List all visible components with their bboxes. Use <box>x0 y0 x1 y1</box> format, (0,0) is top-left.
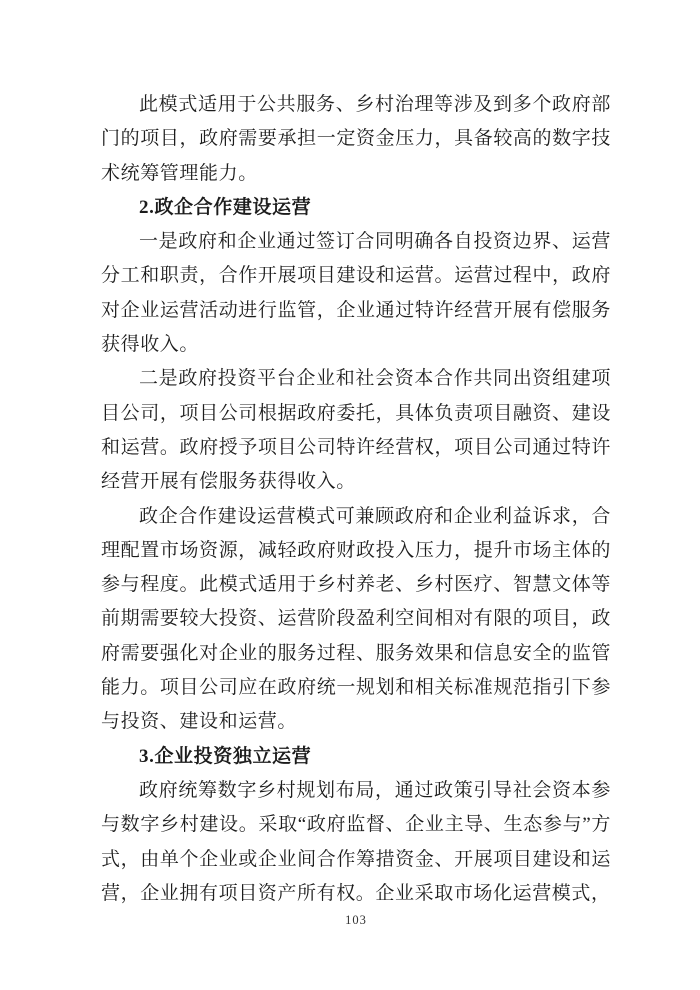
body-paragraph: 政企合作建设运营模式可兼顾政府和企业利益诉求，合理配置市场资源，减轻政府财政投入压力，提升市场主体的参与程度。此模式适用于乡村养老、乡村医疗、智慧文体等前期需要较大投资、运营阶段盈利空间相对有限的项目，政府需要强化对企业的服务过程、服务效果和信息安全的监管能力。项目公司应在政府统一规划和相关标准规范指引下参与投资、建设和运营。 <box>101 505 611 733</box>
body-paragraph: 一是政府和企业通过签订合同明确各自投资边界、运营分工和职责，合作开展项目建设和运营。运营过程中，政府对企业运营活动进行监管，企业通过特许经营开展有偿服务获得收入。 <box>101 231 611 356</box>
body-paragraph: 此模式适用于公共服务、乡村治理等涉及到多个政府部门的项目，政府需要承担一定资金压力，具备较高的数字技术统筹管理能力。 <box>101 94 611 184</box>
page-number: 103 <box>345 913 367 927</box>
section-heading: 2.政企合作建设运营 <box>139 196 312 218</box>
section-heading: 3.企业投资独立运营 <box>139 745 312 767</box>
body-paragraph: 政府统筹数字乡村规划布局，通过政策引导社会资本参与数字乡村建设。采取“政府监督、企业主导、生态参与”方式，由单个企业或企业间合作筹措资金、开展项目建设和运营，企业拥有项目资产所有权。企业采取市场化运营模式， <box>101 779 611 904</box>
document-body <box>101 88 611 911</box>
body-paragraph: 二是政府投资平台企业和社会资本合作共同出资组建项目公司，项目公司根据政府委托，具体负责项目融资、建设和运营。政府授予项目公司特许经营权，项目公司通过特许经营开展有偿服务获得收入。 <box>101 368 611 493</box>
